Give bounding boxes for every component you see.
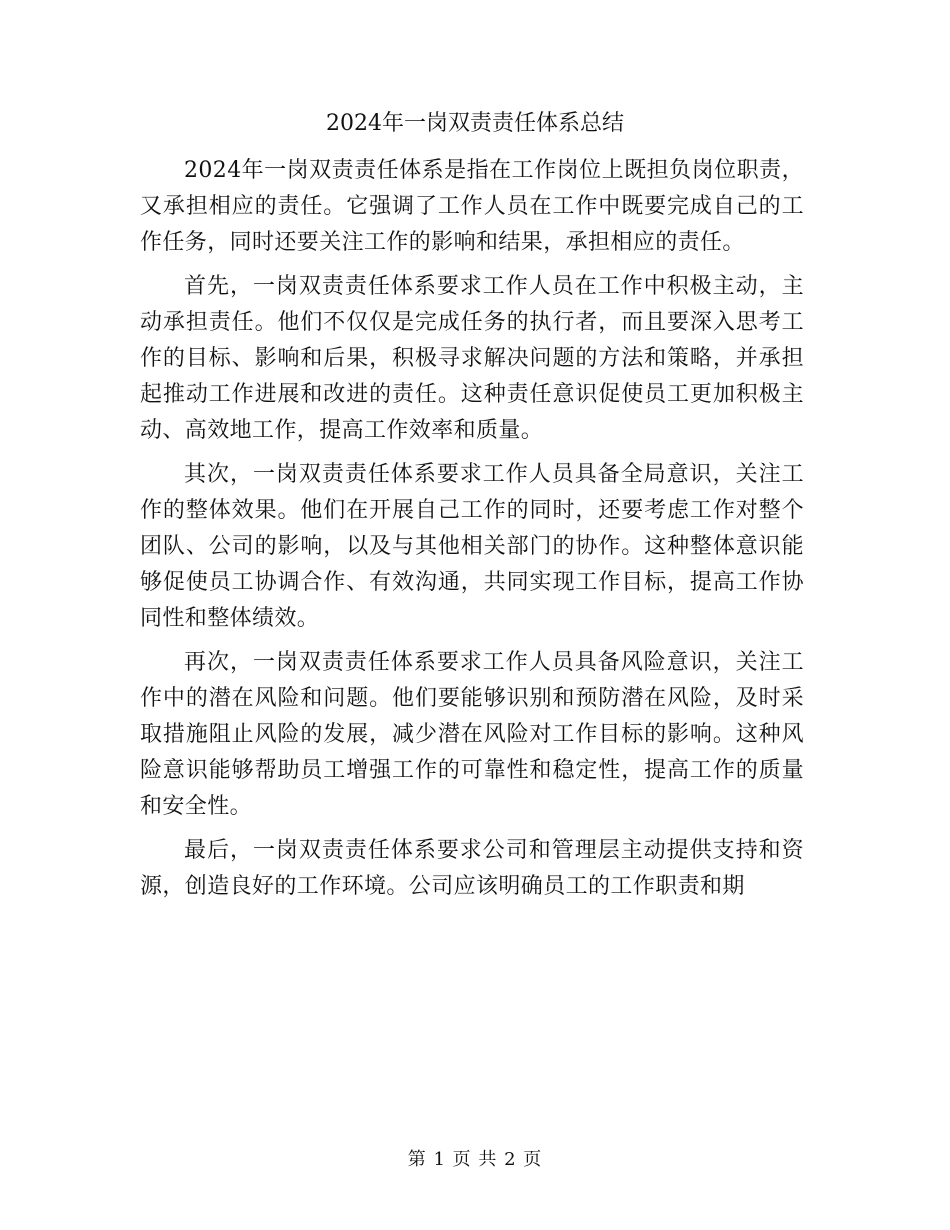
paragraph-second: 其次，一岗双责责任体系要求工作人员具备全局意识，关注工作的整体效果。他们在开展自己工作的同时，还要考虑工作对整个团队、公司的影响，以及与其他相关部门的协作。这种整体意识能够促使员工协调合作、有效沟通，共同实现工作目标，提高工作协同性和整体绩效。 xyxy=(140,462,804,631)
paragraph-intro: 2024年一岗双责责任体系是指在工作岗位上既担负岗位职责，又承担相应的责任。它强调了工作人员在工作中既要完成自己的工作任务，同时还要关注工作的影响和结果，承担相应的责任。 xyxy=(140,158,804,255)
paragraph-last: 最后，一岗双责责任体系要求公司和管理层主动提供支持和资源，创造良好的工作环境。公司应该明确员工的工作职责和期 xyxy=(140,838,804,899)
page-number-footer: 第 1 页 共 2 页 xyxy=(407,1149,543,1170)
document-body xyxy=(140,153,804,913)
paragraph-first: 首先，一岗双责责任体系要求工作人员在工作中积极主动，主动承担责任。他们不仅仅是完成任务的执行者，而且要深入思考工作的目标、影响和后果，积极寻求解决问题的方法和策略，并承担起推动工作进展和改进的责任。这种责任意识促使员工更加积极主动、高效地工作，提高工作效率和质量。 xyxy=(140,274,804,443)
document-title: 2024年一岗双责责任体系总结 xyxy=(326,111,624,136)
paragraph-third: 再次，一岗双责责任体系要求工作人员具备风险意识，关注工作中的潜在风险和问题。他们要能够识别和预防潜在风险，及时采取措施阻止风险的发展，减少潜在风险对工作目标的影响。这种风险意识能够帮助员工增强工作的可靠性和稳定性，提高工作的质量和安全性。 xyxy=(140,650,804,819)
